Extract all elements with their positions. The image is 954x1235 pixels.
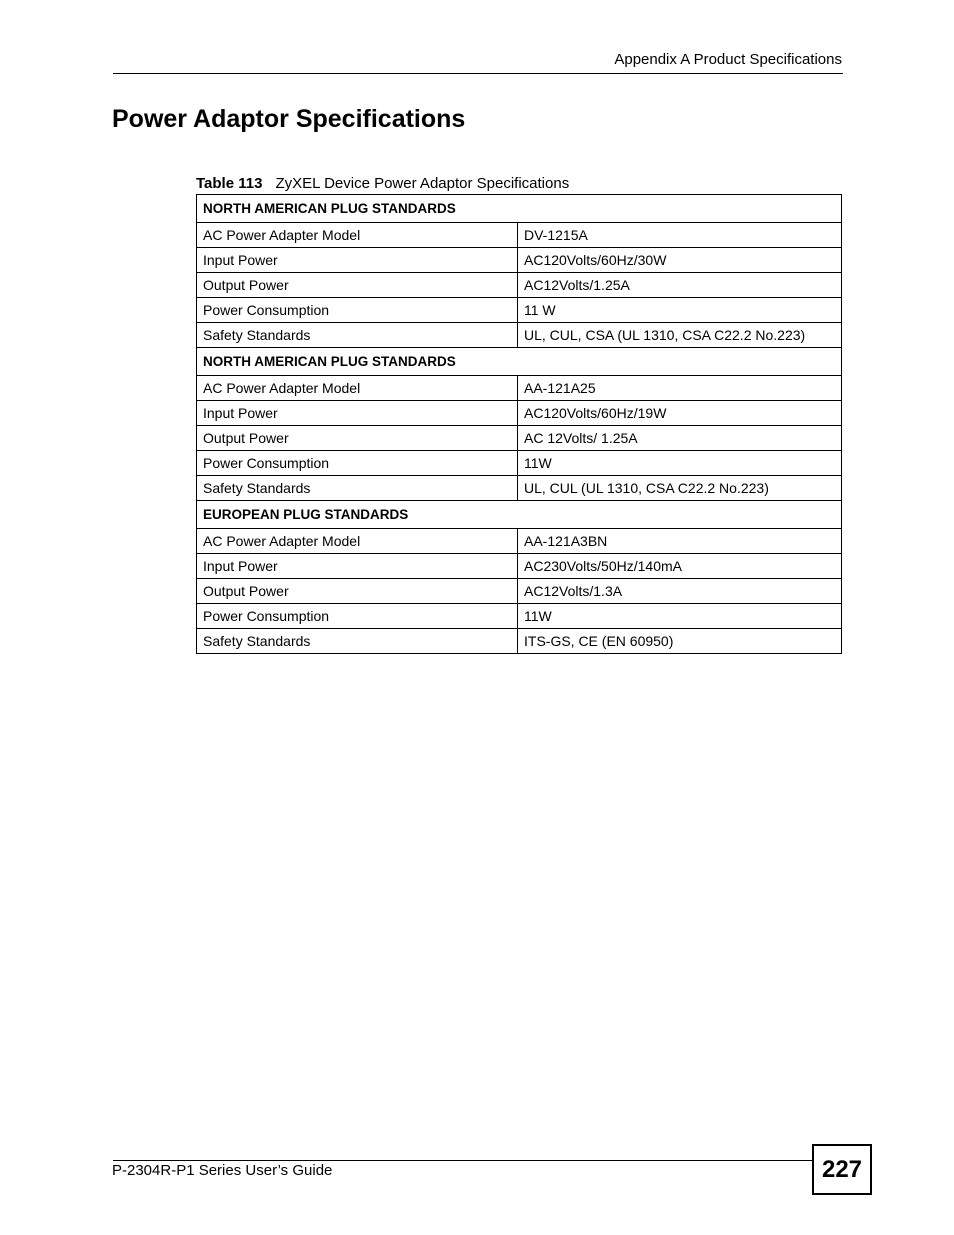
table-row [197,529,842,554]
table-row [197,451,842,476]
spec-value: AC 12Volts/ 1.25A [518,426,842,451]
page-title: Power Adaptor Specifications [112,105,466,133]
spec-label: Power Consumption [197,298,518,323]
section-heading-cell: NORTH AMERICAN PLUG STANDARDS [197,348,842,376]
table-row [197,323,842,348]
spec-value: UL, CUL, CSA (UL 1310, CSA C22.2 No.223) [518,323,842,348]
table-section-heading [197,501,842,529]
spec-value: AC120Volts/60Hz/19W [518,401,842,426]
spec-label: Safety Standards [197,476,518,501]
table-row [197,401,842,426]
spec-value: DV-1215A [518,223,842,248]
spec-value: 11W [518,604,842,629]
table-caption-text: ZyXEL Device Power Adaptor Specifications [275,175,570,192]
table-row [197,554,842,579]
table-row [197,376,842,401]
table-row [197,604,842,629]
spec-value: AA-121A25 [518,376,842,401]
spec-label: AC Power Adapter Model [197,223,518,248]
spec-label: Power Consumption [197,604,518,629]
spec-value: UL, CUL (UL 1310, CSA C22.2 No.223) [518,476,842,501]
spec-label: Output Power [197,579,518,604]
table-row [197,248,842,273]
table-row [197,426,842,451]
spec-label: AC Power Adapter Model [197,376,518,401]
table-row [197,629,842,654]
spec-label: Input Power [197,401,518,426]
table-row [197,273,842,298]
spec-label: Input Power [197,248,518,273]
table-section-heading [197,195,842,223]
table-row [197,476,842,501]
table-caption-label: Table 113 [196,175,263,192]
spec-value: AC12Volts/1.3A [518,579,842,604]
spec-value: 11W [518,451,842,476]
table-section-heading [197,348,842,376]
spec-label: Input Power [197,554,518,579]
spec-label: Safety Standards [197,323,518,348]
page-number: 227 [812,1144,872,1195]
running-header: Appendix A Product Specifications [614,51,842,68]
table-caption [196,175,569,193]
spec-value: 11 W [518,298,842,323]
power-adaptor-spec-table [196,194,842,654]
table-row [197,579,842,604]
spec-label: Output Power [197,426,518,451]
table-row [197,298,842,323]
table-row [197,223,842,248]
section-heading-cell: NORTH AMERICAN PLUG STANDARDS [197,195,842,223]
spec-value: AC230Volts/50Hz/140mA [518,554,842,579]
spec-label: Safety Standards [197,629,518,654]
spec-value: AC12Volts/1.25A [518,273,842,298]
spec-label: AC Power Adapter Model [197,529,518,554]
section-heading-cell: EUROPEAN PLUG STANDARDS [197,501,842,529]
header-divider [113,73,843,74]
spec-label: Power Consumption [197,451,518,476]
footer-divider [113,1160,813,1161]
footer-guide-title: P-2304R-P1 Series User’s Guide [112,1162,333,1179]
spec-value: AA-121A3BN [518,529,842,554]
spec-value: ITS-GS, CE (EN 60950) [518,629,842,654]
spec-value: AC120Volts/60Hz/30W [518,248,842,273]
spec-label: Output Power [197,273,518,298]
